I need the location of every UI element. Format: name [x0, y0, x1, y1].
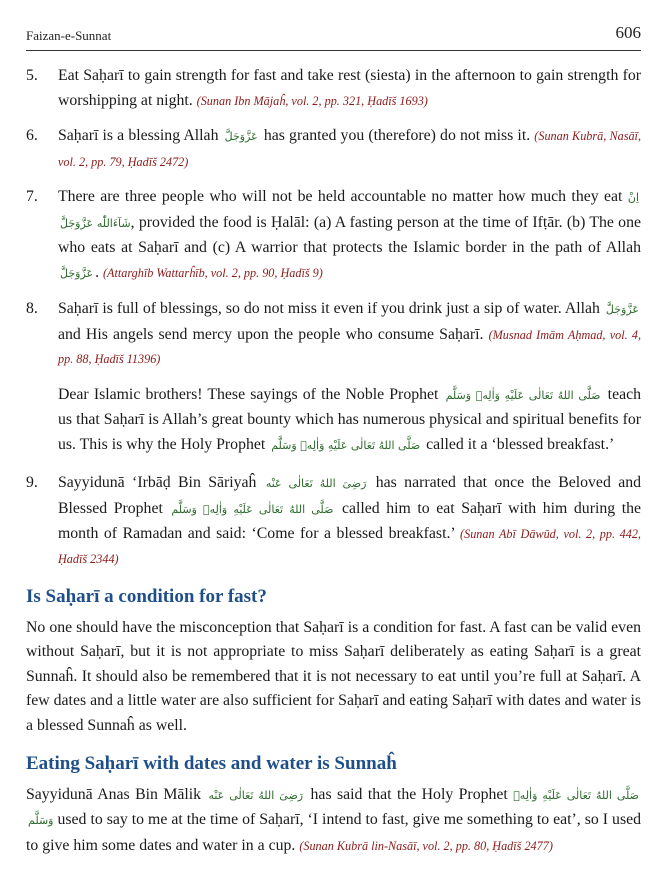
hadith-text [58, 185, 641, 286]
arabic-honorific: صَلَّى اللهُ تَعَالٰى عَلَيْهِ وَاٰلِهٖ وَسَلَّم [171, 502, 334, 516]
hadith-text [58, 297, 641, 372]
body-text: called him to eat Saḥarī with him during the month of Ramadan and said: ‘Come for a blessed breakfast.’ [58, 499, 641, 542]
hadith-number: 9. [26, 474, 38, 491]
hadith-item [26, 64, 641, 113]
dear-brothers-paragraph [58, 383, 641, 459]
hadith-number: 7. [26, 188, 38, 205]
page-header [26, 18, 641, 48]
header-rule [26, 50, 641, 51]
arabic-honorific: رَضِیَ اللهُ تَعَالٰی عَنْه [208, 788, 304, 802]
citation-reference: (Attarghīb Wattarĥīb, vol. 2, pp. 90, Ḥadīš 9) [102, 265, 323, 280]
section-heading-dates-water: Eating Saḥarī with dates and water is Sunnaĥ [26, 753, 397, 774]
hadith-list [26, 64, 641, 372]
body-text: Sayyidunā ‘Irbāḍ Bin Sāriyaĥ [58, 474, 264, 491]
hadith-item [26, 471, 641, 571]
arabic-honorific: رَضِیَ اللهُ تَعَالٰی عَنْه [265, 477, 367, 490]
hadith-text [58, 124, 641, 174]
page-content [26, 64, 641, 868]
section-paragraph-condition [26, 616, 641, 739]
section-heading-condition: Is Saḥarī a condition for fast? [26, 586, 267, 607]
body-text: Sayyidunā Anas Bin Mālik [26, 785, 207, 803]
body-text: Saḥarī is full of blessings, so do not miss it even if you drink just a sip of water. Allah [58, 300, 604, 317]
body-text: has granted you (therefore) do not miss it. [259, 127, 535, 144]
hadith-item [26, 185, 641, 286]
book-title: Faizan-e-Sunnat [26, 28, 112, 43]
body-text: Dear Islamic brothers! These sayings of the Noble Prophet [58, 385, 444, 403]
body-text: , provided the food is Ḥalāl: (a) A fasting person at the time of Ifṭār. (b) The one who eats at Saḥarī and (c) A warrior that protects the Islamic border in the path of Allah [58, 213, 641, 256]
arabic-honorific: اِنْ شَآءَاللّٰه عَزَّوَجَلَّ [60, 191, 639, 230]
hadith-text [58, 471, 641, 571]
arabic-honorific: عَزَّوَجَلَّ [224, 130, 258, 143]
citation-reference: (Musnad Imām Aḥmad, vol. 4, pp. 88, Ḥadīš 11396) [58, 327, 642, 366]
citation-reference: (Sunan Kubrā, Nasāī, vol. 2, pp. 79, Ḥadīš 2472) [58, 129, 641, 169]
body-text: and His angels send mercy upon the people who consume Saḥarī. [58, 325, 489, 343]
hadith-number: 6. [26, 127, 38, 144]
body-text: used to say to me at the time of Saḥarī, ‘I intend to fast, give me something to eat’, so I used to give him some dates and water in a cup. [26, 811, 641, 854]
hadith-item [26, 124, 641, 174]
section-paragraph-dates-water [26, 783, 641, 859]
body-text: Saḥarī is a blessing Allah [58, 127, 223, 144]
body-text: . [95, 263, 103, 281]
citation-reference: (Sunan Ibn Mājaĥ, vol. 2, pp. 321, Ḥadīš 1693) [196, 93, 428, 108]
body-text: No one should have the misconception that Saḥarī is a condition for fast. A fast can be valid even without Saḥarī, but it is not appropriate to miss Saḥarī deliberately as eating Saḥarī is a great Sunnaĥ. It should also be remembered that it is not necessary to eat until you’re full at Saḥarī. A few dates and a little water are also sufficient for Saḥarī and eating Saḥarī with dates and water is a blessed Sunnaĥ as well. [26, 618, 641, 734]
citation-reference: (Sunan Kubrā lin-Nasāī, vol. 2, pp. 80, Ḥadīš 2477) [299, 838, 553, 853]
arabic-honorific: عَزَّوَجَلَّ [60, 266, 94, 280]
body-text: There are three people who will not be held accountable no matter how much they eat [58, 188, 628, 205]
arabic-honorific: عَزَّوَجَلَّ [605, 303, 639, 316]
page-number: 606 [615, 23, 641, 42]
hadith-number: 8. [26, 300, 38, 317]
hadith-list-continued [26, 471, 641, 571]
body-text: has said that the Holy Prophet [305, 785, 514, 803]
citation-reference: (Sunan Abī Dāwūd, vol. 2, pp. 442, Ḥadīš 2344) [58, 527, 641, 566]
body-text: Eat Saḥarī to gain strength for fast and take rest (siesta) in the afternoon to gain strength for worshipping at night. [58, 67, 641, 109]
body-text: teach us that Saḥarī is Allah’s great bounty which has numerous physical and spiritual benefits for us. This is why the Holy Prophet [58, 385, 642, 453]
arabic-honorific: صَلَّى اللهُ تَعَالٰى عَلَيْهِ وَاٰلِهٖ وَسَلَّم [28, 788, 639, 827]
arabic-honorific: صَلَّى اللهُ تَعَالٰى عَلَيْهِ وَاٰلِهٖ وَسَلَّم [445, 388, 601, 402]
arabic-honorific: صَلَّى اللهُ تَعَالٰى عَلَيْهِ وَاٰلِهٖ وَسَلَّم [271, 438, 421, 452]
body-text: called it a ‘blessed breakfast.’ [422, 435, 615, 453]
hadith-item [26, 297, 641, 372]
hadith-number: 5. [26, 67, 38, 84]
body-text: has narrated that once the Beloved and Blessed Prophet [58, 474, 642, 517]
hadith-text [58, 64, 641, 113]
